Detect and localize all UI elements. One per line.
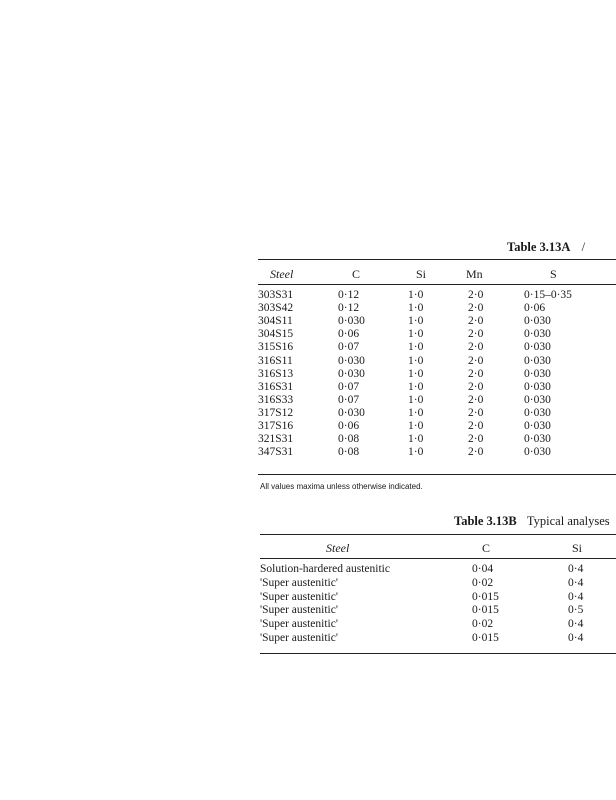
table-cell: 2·0 xyxy=(468,315,484,328)
table-cell: 0·08 xyxy=(338,446,360,459)
table-cell: 'Super austenitic' xyxy=(260,632,338,644)
table-cell: 2·0 xyxy=(468,328,484,341)
table-cell: 2·0 xyxy=(468,354,484,367)
table-cell: 0·030 xyxy=(524,406,551,419)
table-cell: 'Super austenitic' xyxy=(260,604,338,617)
table-cell: 0·07 xyxy=(338,341,360,354)
table-cell: 2·0 xyxy=(468,406,484,419)
table-cell: 'Super austenitic' xyxy=(260,618,338,631)
table-cell: 0·030 xyxy=(524,315,551,328)
table-a-caption xyxy=(507,240,585,255)
table-b-header-si: Si xyxy=(572,541,583,555)
table-cell: 0·02 xyxy=(472,618,494,631)
table-cell: 0·030 xyxy=(338,367,365,380)
table-cell: 0·015 xyxy=(472,590,499,603)
table-b-caption-rest: Typical analyses xyxy=(526,514,610,528)
table-cell: 1·0 xyxy=(408,433,424,446)
table-cell: 0·06 xyxy=(338,328,360,341)
table-cell: 315S16 xyxy=(258,341,294,354)
table-cell: 0·4 xyxy=(568,590,584,603)
table-cell: 1·0 xyxy=(408,302,424,315)
table-cell: 'Super austenitic' xyxy=(260,590,338,603)
table-cell: 1·0 xyxy=(408,420,424,432)
table-a-bottom-rule xyxy=(258,474,616,475)
table-cell: 0·07 xyxy=(338,380,360,393)
table-cell: 1·0 xyxy=(408,380,424,393)
table-cell: 0·12 xyxy=(338,302,360,315)
table-cell: 2·0 xyxy=(468,289,484,301)
table-b-header-rule xyxy=(260,558,616,559)
table-cell: 0·4 xyxy=(568,618,584,631)
table-cell: 0·4 xyxy=(568,576,584,589)
table-a-header-mn: Mn xyxy=(466,267,483,281)
table-cell: 317S12 xyxy=(258,406,294,419)
table-cell: 0·030 xyxy=(338,406,365,419)
table-b-bottom-rule xyxy=(260,653,616,654)
table-cell: 0·15–0·35 xyxy=(524,289,572,301)
table-a-header-steel: Steel xyxy=(270,267,294,281)
table-cell: 0·07 xyxy=(338,393,360,406)
table-cell: 0·030 xyxy=(524,393,551,406)
table-cell: 2·0 xyxy=(468,446,484,459)
table-cell: 316S13 xyxy=(258,367,294,380)
table-cell: 2·0 xyxy=(468,393,484,406)
table-cell: 1·0 xyxy=(408,367,424,380)
table-cell: 1·0 xyxy=(408,406,424,419)
table-cell: 2·0 xyxy=(468,302,484,315)
table-cell: 317S16 xyxy=(258,420,294,432)
table-cell: 0·030 xyxy=(524,354,551,367)
table-cell: 304S11 xyxy=(258,315,293,328)
table-cell: 0·030 xyxy=(338,315,365,328)
table-cell: 0·030 xyxy=(524,446,551,459)
table-cell: 1·0 xyxy=(408,354,424,367)
table-cell: 0·5 xyxy=(568,604,584,617)
table-cell: 1·0 xyxy=(408,341,424,354)
table-cell: 0·015 xyxy=(472,632,499,644)
table-cell: 0·030 xyxy=(338,354,365,367)
table-cell: 0·06 xyxy=(338,420,360,432)
table-a-header-c: C xyxy=(352,267,361,281)
table-a-footnote: All values maxima unless otherwise indicated. xyxy=(260,482,423,491)
table-cell: 0·4 xyxy=(568,632,584,644)
table-cell: 316S33 xyxy=(258,393,294,406)
table-cell: 0·030 xyxy=(524,328,551,341)
table-cell: 1·0 xyxy=(408,446,424,459)
table-cell: 0·030 xyxy=(524,367,551,380)
table-cell: 0·02 xyxy=(472,576,494,589)
table-cell: 0·030 xyxy=(524,433,551,446)
table-cell: 2·0 xyxy=(468,433,484,446)
table-cell: 1·0 xyxy=(408,315,424,328)
table-cell: 0·12 xyxy=(338,289,360,301)
table-a-header-s: S xyxy=(550,267,557,281)
table-cell: 303S31 xyxy=(258,289,294,301)
table-cell: 316S11 xyxy=(258,354,293,367)
table-cell: 1·0 xyxy=(408,393,424,406)
table-b-header-steel: Steel xyxy=(326,541,350,555)
table-cell: 0·04 xyxy=(472,563,494,575)
table-a-top-rule xyxy=(258,259,616,260)
table-cell: 0·06 xyxy=(524,302,546,315)
table-a-caption-rest: / xyxy=(581,240,586,254)
table-cell: 'Super austenitic' xyxy=(260,576,338,589)
table-b-caption-number: Table 3.13B xyxy=(454,514,517,528)
table-cell: 0·030 xyxy=(524,380,551,393)
table-cell: 0·4 xyxy=(568,563,584,575)
table-cell: 0·030 xyxy=(524,341,551,354)
table-b-top-rule xyxy=(260,534,616,535)
table-cell: 303S42 xyxy=(258,302,294,315)
table-cell: 316S31 xyxy=(258,380,294,393)
table-b-header-c: C xyxy=(482,541,491,555)
table-cell: 321S31 xyxy=(258,433,294,446)
table-cell: Solution-hardered austenitic xyxy=(260,563,390,575)
table-cell: 1·0 xyxy=(408,289,424,301)
table-cell: 2·0 xyxy=(468,420,484,432)
table-cell: 0·015 xyxy=(472,604,499,617)
table-a-caption-number: Table 3.13A xyxy=(507,240,571,254)
table-cell: 1·0 xyxy=(408,328,424,341)
table-cell: 2·0 xyxy=(468,367,484,380)
table-cell: 0·030 xyxy=(524,420,551,432)
table-cell: 347S31 xyxy=(258,446,294,459)
table-a-header-rule xyxy=(258,284,616,285)
table-cell: 0·08 xyxy=(338,433,360,446)
table-cell: 2·0 xyxy=(468,341,484,354)
table-a-header-si: Si xyxy=(416,267,427,281)
table-b-caption xyxy=(454,514,610,529)
table-cell: 304S15 xyxy=(258,328,294,341)
table-cell: 2·0 xyxy=(468,380,484,393)
